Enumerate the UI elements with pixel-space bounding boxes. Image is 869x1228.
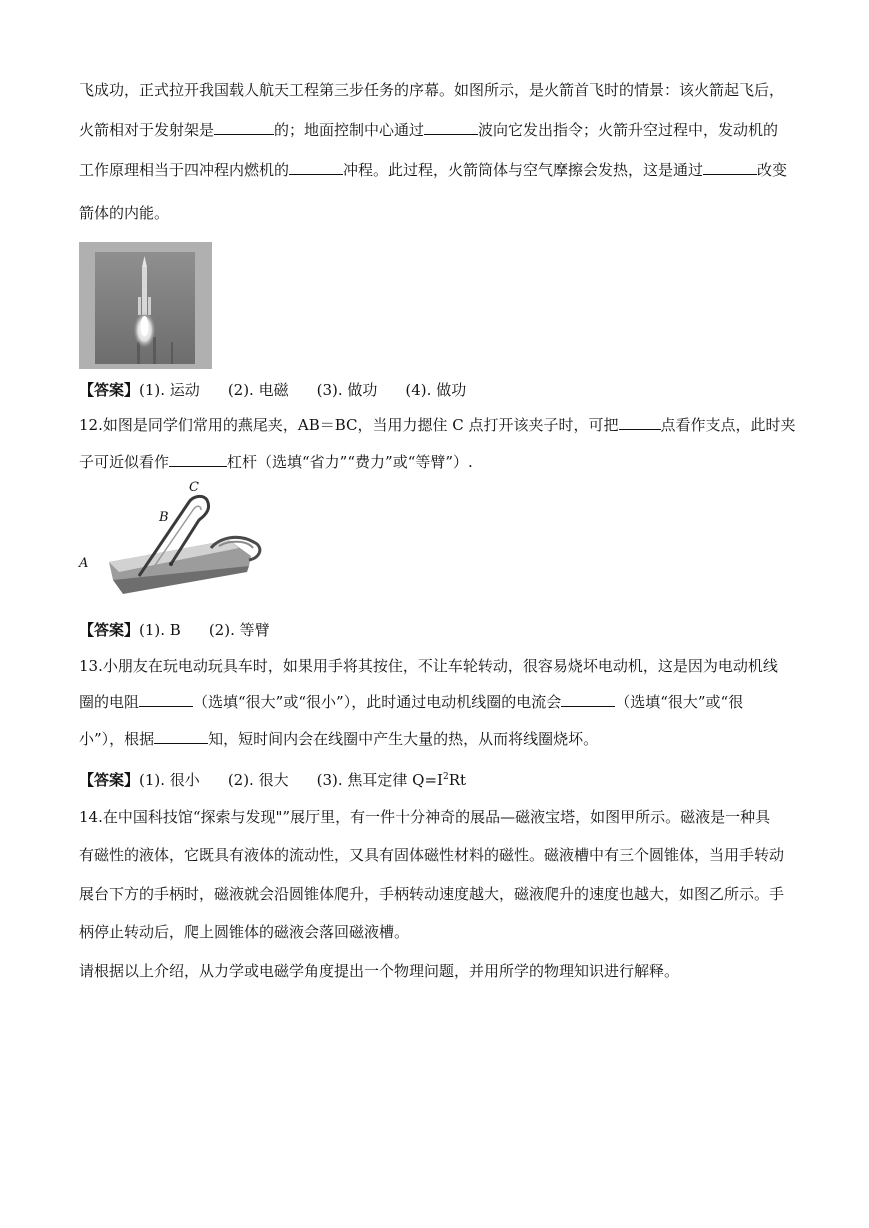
answer-item: (1). 运动	[139, 381, 200, 399]
answer-item: (2). 电磁	[227, 381, 289, 399]
q13-text-line2	[79, 692, 743, 712]
q12-answer	[79, 620, 270, 640]
q11-answer	[79, 380, 466, 400]
q11-text-line3	[79, 160, 787, 180]
answer-item: (1). B	[139, 621, 181, 639]
q14-text-line5: 请根据以上介绍，从力学或电磁学角度提出一个物理问题，并用所学的物理知识进行解释。	[79, 962, 680, 980]
q11-text-segment: 改变	[757, 161, 788, 179]
q13-text-segment: 小”），根据	[79, 730, 155, 748]
q12-text-segment: 子可近似看作	[79, 453, 170, 471]
label-c: C	[189, 480, 199, 495]
q14-text-line2: 有磁性的液体，它既具有液体的流动性，又具有固体磁性材料的磁性。磁液槽中有三个圆锥体，当用手转动	[79, 846, 785, 864]
q12-text-segment: 点看作支点，此时夹	[660, 416, 796, 434]
q13-text-line1: 13.小朋友在玩电动玩具车时，如果用手将其按住，不让车轮转动，很容易烧坏电动机，这是因为电动机线	[79, 657, 778, 675]
q11-text-segment: 工作原理相当于四冲程内燃机的	[79, 161, 290, 179]
answer-item: (3). 做功	[316, 381, 378, 399]
q13-blank-1	[139, 692, 193, 707]
answer-tag: 【答案】	[79, 621, 140, 639]
q12-text-segment: 12.如图是同学们常用的燕尾夹，AB＝BC，当用力摁住 C 点打开该夹子时，可把	[79, 416, 619, 434]
label-b: B	[159, 510, 169, 525]
answer-item: (4). 做功	[405, 381, 467, 399]
binder-clip-photo	[79, 480, 269, 605]
q11-text-segment: 波向它发出指令；火箭升空过程中，发动机的	[478, 121, 779, 139]
q12-blank-1	[619, 415, 661, 430]
q13-text-segment: （选填“很大”或“很小”），此时通过电动机线圈的电流会	[193, 693, 562, 711]
q13-answer	[79, 767, 466, 790]
q14-text-line4: 柄停止转动后，爬上圆锥体的磁液会落回磁液槽。	[79, 923, 410, 941]
answer-tag: 【答案】	[79, 381, 140, 399]
q14-text-line1: 14.在中国科技馆“探索与发现"”展厅里，有一件十分神奇的展品—磁液宝塔，如图甲所示。磁液是一种具	[79, 808, 771, 826]
answer-item: (1). 很小	[139, 771, 200, 789]
q13-blank-2	[561, 692, 615, 707]
q11-text-line4: 箭体的内能。	[79, 204, 170, 222]
q11-blank-2	[424, 120, 478, 135]
answer-tag: 【答案】	[79, 771, 140, 789]
label-a: A	[79, 556, 89, 571]
q11-text-segment: 冲程。此过程，火箭筒体与空气摩擦会发热，这是通过	[343, 161, 704, 179]
answer-item: (3). 焦耳定律 Q=I	[316, 771, 443, 789]
answer-item: (2). 等臂	[208, 621, 270, 639]
q14-text-line3: 展台下方的手柄时，磁液就会沿圆锥体爬升，手柄转动速度越大，磁液爬升的速度也越大，如图乙所示。手	[79, 885, 785, 903]
q11-blank-4	[703, 160, 757, 175]
q13-text-segment: 知，短时间内会在线圈中产生大量的热，从而将线圈烧坏。	[208, 730, 599, 748]
q12-text-line2	[79, 452, 473, 472]
q13-text-line3	[79, 729, 598, 749]
q12-text-line1	[79, 415, 796, 435]
q12-text-segment: 杠杆（选填“省力”“费力”或“等臂”）.	[227, 453, 473, 471]
rocket-launch-photo	[79, 242, 212, 369]
answer-item: Rt	[448, 771, 467, 789]
answer-item: (2). 很大	[227, 771, 289, 789]
q12-blank-2	[169, 452, 227, 467]
q13-text-segment: 圈的电阻	[79, 693, 140, 711]
q11-text-segment: 的；地面控制中心通过	[274, 121, 425, 139]
q11-blank-1	[214, 120, 274, 135]
q11-text-segment: 火箭相对于发射架是	[79, 121, 215, 139]
answer-superscript: 2	[442, 772, 449, 782]
q11-blank-3	[289, 160, 343, 175]
q11-text-line1: 飞成功，正式拉开我国载人航天工程第三步任务的序幕。如图所示，是火箭首飞时的情景：该火箭起飞后，	[79, 81, 785, 99]
q13-blank-3	[154, 729, 208, 744]
q11-text-line2	[79, 120, 778, 140]
q13-text-segment: （选填“很大”或“很	[615, 693, 744, 711]
